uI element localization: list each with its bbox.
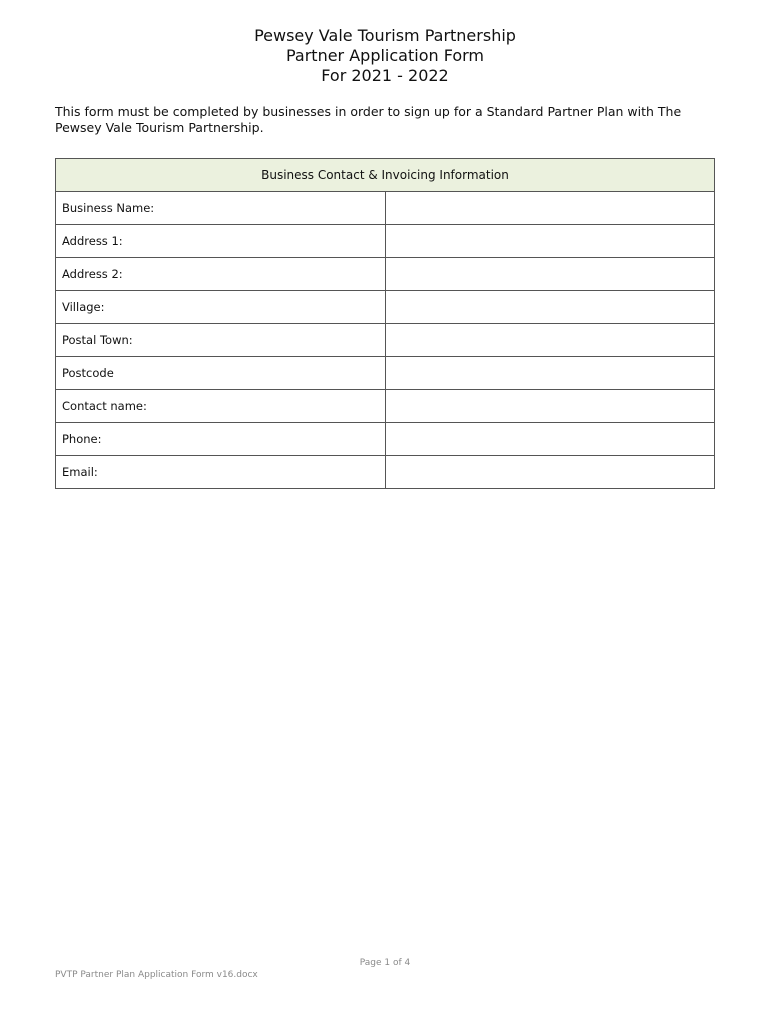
postcode-row	[56, 357, 715, 390]
phone-label: Phone:	[56, 423, 386, 456]
village-label: Village:	[56, 291, 386, 324]
postal-town-label: Postal Town:	[56, 324, 386, 357]
document-title	[0, 26, 770, 86]
business-name-label: Business Name:	[56, 192, 386, 225]
village-row	[56, 291, 715, 324]
form-title: Partner Application Form	[285, 46, 485, 65]
address-2-field[interactable]	[386, 258, 715, 290]
address-1-label: Address 1:	[56, 225, 386, 258]
postcode-field[interactable]	[386, 357, 715, 389]
table-header-row	[56, 159, 715, 192]
postcode-label: Postcode	[56, 357, 386, 390]
postal-town-field[interactable]	[386, 324, 715, 356]
village-field[interactable]	[386, 291, 715, 323]
table-heading: Business Contact & Invoicing Information	[56, 159, 715, 192]
address-1-field[interactable]	[386, 225, 715, 257]
contact-name-label: Contact name:	[56, 390, 386, 423]
email-cell	[385, 456, 715, 489]
phone-field[interactable]	[386, 423, 715, 455]
contact-name-row	[56, 390, 715, 423]
postcode-cell	[385, 357, 715, 390]
intro-paragraph: This form must be completed by businesses in order to sign up for a Standard Partner Plan with The Pewsey Vale Tourism Partnership.	[55, 104, 682, 135]
address-2-row	[56, 258, 715, 291]
address-2-label: Address 2:	[56, 258, 386, 291]
form-period: For 2021 - 2022	[321, 66, 449, 85]
phone-row	[56, 423, 715, 456]
postal-town-row	[56, 324, 715, 357]
address-2-cell	[385, 258, 715, 291]
village-cell	[385, 291, 715, 324]
business-name-field[interactable]	[386, 192, 715, 224]
postal-town-cell	[385, 324, 715, 357]
page-number: Page 1 of 4	[359, 958, 411, 968]
business-name-row	[56, 192, 715, 225]
contact-name-cell	[385, 390, 715, 423]
organisation-title: Pewsey Vale Tourism Partnership	[254, 26, 516, 45]
business-contact-table	[55, 158, 715, 489]
email-label: Email:	[56, 456, 386, 489]
email-field[interactable]	[386, 456, 715, 488]
footer-file-name: PVTP Partner Plan Application Form v16.docx	[55, 970, 258, 980]
business-name-cell	[385, 192, 715, 225]
phone-cell	[385, 423, 715, 456]
contact-name-field[interactable]	[386, 390, 715, 422]
address-1-cell	[385, 225, 715, 258]
email-row	[56, 456, 715, 489]
address-1-row	[56, 225, 715, 258]
